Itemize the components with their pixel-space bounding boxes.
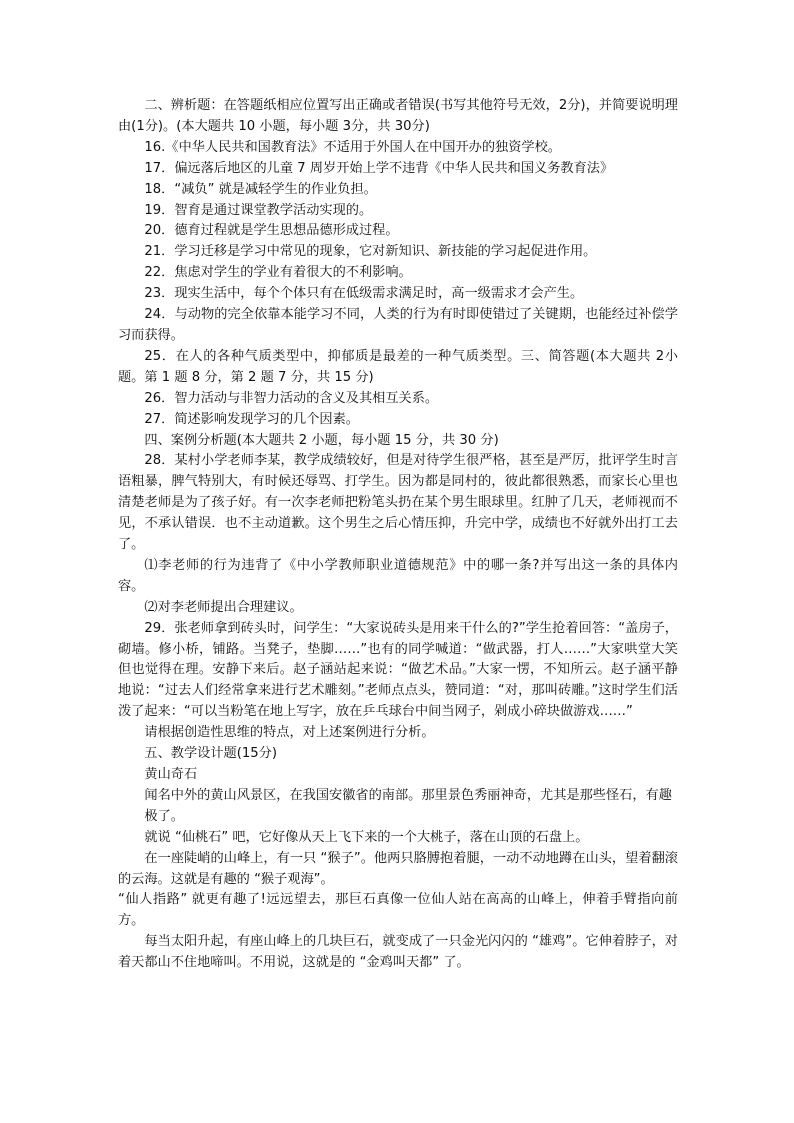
paragraph-3: 17．偏远落后地区的儿童 7 周岁开始上学不违背《中华人民共和国义务教育法》	[144, 160, 614, 176]
paragraph-9: 23．现实生活中，每个个体只有在低级需求满足时，高一级需求才会产生。	[144, 286, 584, 302]
paragraph-12: 26．智力活动与非智力活动的含义及其相互关系。	[144, 390, 439, 406]
paragraph-19: 请根据创造性思维的特点，对上述案例进行分析。	[144, 725, 435, 741]
paragraph-7: 21．学习迁移是学习中常见的现象，它对新知识、新技能的学习起促进作用。	[144, 244, 597, 260]
paragraph-27: 每当太阳升起，有座山峰上的几块巨石，就变成了一只金光闪闪的 “雄鸡”。它伸着脖子，对着天都山不住地啼叫。不用说，这就是的 “金鸡叫天都” 了。	[118, 934, 678, 971]
paragraph-20: 五、教学设计题(15分)	[144, 746, 277, 762]
paragraph-13: 27．简述影响发现学习的几个因素。	[144, 411, 359, 427]
paragraph-16: ⑴李老师的行为违背了《中小学教师职业道德规范》中的哪一条?并写出这一条的具体内容。	[118, 557, 678, 594]
paragraph-24: 就说 “仙桃石” 吧，它好像从天上飞下来的一个大桃子，落在山顶的石盘上。	[144, 829, 589, 845]
paragraph-2: 16.《中华人民共和国教育法》不适用于外国人在中国开办的独资学校。	[144, 139, 561, 155]
paragraph-5: 19．智育是通过课堂教学活动实现的。	[144, 202, 373, 218]
paragraph-14: 四、案例分析题(本大题共 2 小题，每小题 15 分，共 30 分)	[144, 432, 499, 448]
paragraph-11: 25．在人的各种气质类型中，抑郁质是最差的一种气质类型。三、简答题(本大题共 2小题。第 1 题 8 分，第 2 题 7 分，共 15 分)	[118, 348, 678, 385]
paragraph-18: 29．张老师拿到砖头时，问学生：“大家说砖头是用来干什么的?”学生抢着回答：“盖房子，砌墙。修小桥，铺路。当凳子，垫脚……”也有的同学喊道：“做武器，打人……”大家哄堂大笑但也觉得在理。安静下来后。赵子涵站起来说：“做艺术品。”大家一愣，不知所云。赵子涵平静地说：“过去人们经常拿来进行艺术雕刻。”老师点点头，赞同道：“对，那叫砖雕。”这时学生们活泼了起来：“可以当粉笔在地上写字，放在乒乓球台中间当网子，剁成小碎块做游戏……”	[118, 620, 678, 720]
paragraph-1: 二、辨析题：在答题纸相应位置写出正确或者错误(书写其他符号无效，2分)，并简要说明理由(1分)。(本大题共 10 小题，每小题 3分，共 30分)	[118, 98, 678, 134]
paragraph-6: 20．德育过程就是学生思想品德形成过程。	[144, 223, 399, 239]
paragraph-25: 在一座陡峭的山峰上，有一只 “猴子”。他两只胳膊抱着腿，一动不动地蹲在山头，望着翻滚的云海。这就是有趣的 “猴子观海”。	[118, 850, 678, 887]
paragraph-8: 22．焦虑对学生的学业有着很大的不利影响。	[144, 265, 412, 281]
paragraph-17: ⑵对李老师提出合理建议。	[144, 599, 303, 615]
paragraph-4: 18．“减负” 就是减轻学生的作业负担。	[144, 181, 377, 197]
document-page	[118, 96, 678, 974]
paragraph-22: 闻名中外的黄山风景区，在我国安徽省的南部。那里景色秀丽神奇，尤其是那些怪石，有趣	[144, 787, 672, 803]
paragraph-26: “仙人指路” 就更有趣了!远远望去，那巨石真像一位仙人站在高高的山峰上，伸着手臂指向前方。	[118, 892, 678, 929]
paragraph-21: 黄山奇石	[144, 767, 198, 782]
paragraph-15: 28．某村小学老师李某，教学成绩较好，但是对待学生很严格，甚至是严厉，批评学生时言语粗暴，脾气特别大，有时候还辱骂、打学生。因为都是同村的，彼此都很熟悉，而家长心里也清楚老师是为了孩子好。有一次李老师把粉笔头扔在某个男生眼球里。红肿了几天，老师视而不见，不承认错误．也不主动道歉。这个男生之后心情压抑，升完中学，成绩也不好就外出打工去了。	[118, 453, 678, 553]
paragraph-23: 极了。	[144, 808, 184, 824]
paragraph-10: 24．与动物的完全依靠本能学习不同，人类的行为有时即使错过了关键期，也能经过补偿学习而获得。	[118, 307, 678, 343]
